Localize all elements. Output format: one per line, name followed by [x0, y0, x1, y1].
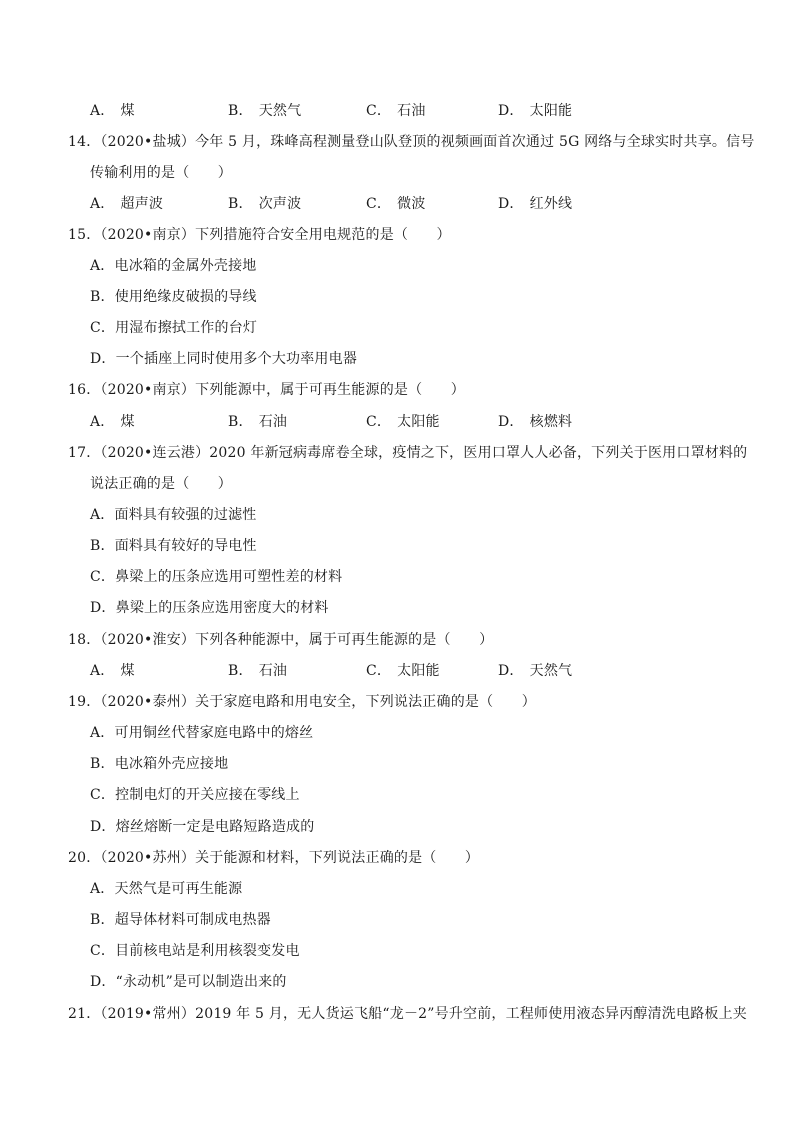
option-key: C．: [366, 663, 392, 679]
option-text: 太阳能: [529, 103, 573, 119]
answer-option: [90, 661, 135, 681]
option-text: 煤: [120, 414, 135, 430]
answer-option: [90, 101, 135, 121]
option-text: 石油: [258, 663, 288, 679]
answer-option: [366, 194, 426, 214]
question-line: D．一个插座上同时使用多个大功率用电器: [90, 351, 358, 367]
question-stem: 21．（2019•常州）2019 年 5 月，无人货运飞船“龙－2”号升空前，工程师使用液态异丙醇清洗电路板上夹: [68, 1006, 748, 1022]
question-stem: 20．（2020•苏州）关于能源和材料，下列说法正确的是（ ）: [68, 850, 480, 866]
question-line: D．熔丝熔断一定是电路短路造成的: [90, 819, 315, 835]
option-key: A．: [90, 414, 115, 430]
option-text: 核燃料: [529, 414, 573, 430]
question-stem: 15．（2020•南京）下列措施符合安全用电规范的是（ ）: [68, 227, 451, 243]
option-text: 天然气: [258, 103, 302, 119]
option-key: A．: [90, 196, 115, 212]
option-key: D．: [498, 663, 524, 679]
question-line: C．控制电灯的开关应接在零线上: [90, 787, 300, 803]
option-key: B．: [228, 196, 253, 212]
question-line: D．鼻梁上的压条应选用密度大的材料: [90, 600, 329, 616]
option-text: 次声波: [258, 196, 302, 212]
option-text: 红外线: [529, 196, 573, 212]
answer-option: [498, 194, 572, 214]
question-line: C．目前核电站是利用核裂变发电: [90, 943, 300, 959]
question-stem: 17．（2020•连云港）2020 年新冠病毒席卷全球，疫情之下，医用口罩人人必备，下列关于医用口罩材料的: [68, 445, 748, 461]
question-line: A．可用铜丝代替家庭电路中的熔丝: [90, 725, 314, 741]
option-text: 超声波: [120, 196, 164, 212]
question-line: B．面料具有较好的导电性: [90, 538, 257, 554]
option-key: D．: [498, 103, 524, 119]
question-line: D．“永动机”是可以制造出来的: [90, 974, 287, 990]
answer-option: [228, 194, 301, 214]
question-line: A．面料具有较强的过滤性: [90, 507, 257, 523]
question-line: C．鼻梁上的压条应选用可塑性差的材料: [90, 569, 343, 585]
question-line: A．电冰箱的金属外壳接地: [90, 258, 257, 274]
question-line: 说法正确的是（ ）: [90, 476, 232, 492]
question-stem: 14．（2020•盐城）今年 5 月，珠峰高程测量登山队登顶的视频画面首次通过 5G 网络与全球实时共享。信号: [68, 134, 755, 150]
option-text: 太阳能: [397, 663, 440, 679]
question-stem: 16．（2020•南京）下列能源中，属于可再生能源的是（ ）: [68, 382, 465, 398]
question-line: B．使用绝缘皮破损的导线: [90, 289, 257, 305]
option-key: B．: [228, 663, 253, 679]
option-key: C．: [366, 414, 392, 430]
option-text: 煤: [120, 103, 135, 119]
option-text: 太阳能: [397, 414, 440, 430]
option-text: 微波: [397, 196, 426, 212]
answer-option: [498, 412, 572, 432]
option-text: 天然气: [529, 663, 573, 679]
option-key: A．: [90, 103, 115, 119]
option-key: D．: [498, 414, 524, 430]
option-key: A．: [90, 663, 115, 679]
answer-option: [228, 412, 287, 432]
question-line: C．用湿布擦拭工作的台灯: [90, 320, 258, 336]
option-text: 石油: [397, 103, 426, 119]
question-line: 传输利用的是（ ）: [90, 165, 232, 181]
option-text: 煤: [120, 663, 135, 679]
answer-option: [366, 101, 426, 121]
option-key: C．: [366, 196, 392, 212]
answer-option: [90, 412, 135, 432]
answer-option: [498, 661, 572, 681]
answer-option: [90, 194, 163, 214]
option-text: 石油: [258, 414, 288, 430]
option-key: C．: [366, 103, 392, 119]
answer-option: [228, 661, 287, 681]
question-line: B．超导体材料可制成电热器: [90, 912, 271, 928]
answer-option: [498, 101, 572, 121]
answer-option: [366, 661, 440, 681]
question-stem: 19．（2020•泰州）关于家庭电路和用电安全，下列说法正确的是（ ）: [68, 694, 536, 710]
answer-option: [228, 101, 301, 121]
option-key: B．: [228, 414, 253, 430]
question-stem: 18．（2020•淮安）下列各种能源中，属于可再生能源的是（ ）: [68, 632, 494, 648]
question-line: A．天然气是可再生能源: [90, 881, 243, 897]
option-key: B．: [228, 103, 253, 119]
option-key: D．: [498, 196, 524, 212]
answer-option: [366, 412, 440, 432]
question-line: B．电冰箱外壳应接地: [90, 756, 229, 772]
